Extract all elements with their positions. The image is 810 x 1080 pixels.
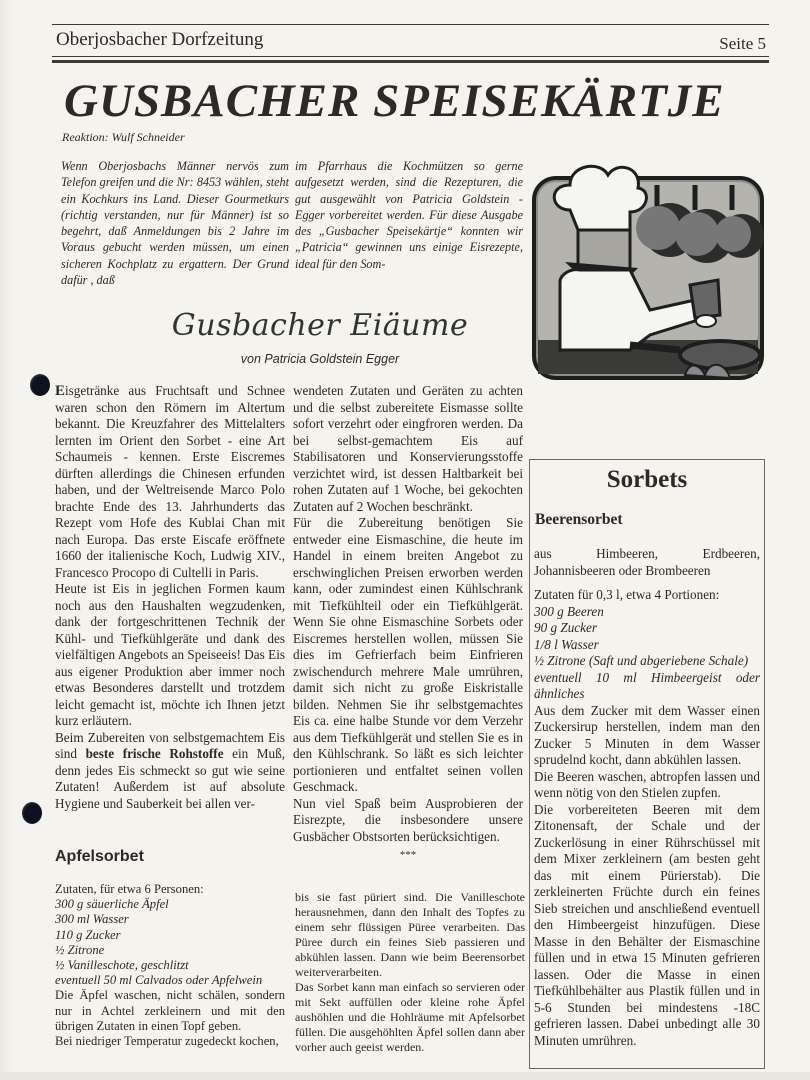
ingredient: 1/8 l Wasser: [534, 636, 599, 652]
sorbets-sidebar-box: [529, 459, 765, 1069]
editor-credit: Reaktion: Wulf Schneider: [62, 130, 185, 144]
apfelsorbet-continued: [295, 890, 525, 1055]
ingredient: 300 g Beeren: [534, 603, 604, 619]
header-rule-thin: [52, 56, 769, 57]
page-number: Seite 5: [719, 34, 766, 53]
article-title: Gusbacher Eiäume: [171, 308, 469, 343]
intro-column-1: Wenn Oberjosbachs Männer nervös zum Telefon greifen und die Nr: 8453 wählen, steht ein Kochkurs ins Land. Dieser Gourmetkurs (richtig verstanden, nur für Männer) ist so begehrt, daß Anmeldungen bis 2 Jahre im Voraus gebucht werden müssen, um einen sicheren Kochplatz zu ergattern. Der Grund dafür , daß: [61, 159, 289, 288]
publication-name: Oberjosbacher Dorfzeitung: [56, 29, 264, 50]
ingredient: eventuell 50 ml Calvados oder Apfelwein: [55, 973, 263, 988]
recipe-step: Aus dem Zucker mit dem Wasser einen Zuckersirup herstellen, indem man den Zucker 5 Minuten in dem Wasser sprudelnd kocht, dann abkühlen lassen.: [534, 702, 760, 767]
ingredients-intro: Zutaten für 0,3 l, etwa 4 Portionen:: [534, 587, 720, 602]
paragraph: Für die Zubereitung benötigen Sie entweder eine Eismaschine, die heute im Handel in einem breiten Angebot zu erschwinglichen Preisen erworben werden kann, oder zumindest einen Kühlschrank mit Tiefkühlteil oder ein Tiefkühlgerät. Wenn Sie ohne Eismaschine Sorbets oder Eiscremes herstellen wollen, müssen Sie dies im Gefrierfach beim Einfrieren zwischendurch mehrere Male umrühren, damit sich nicht zu große Eiskristalle bilden. Nehmen Sie ihr selbstgemachtes Eis ca. eine halbe Stunde vor dem Verzehr aus dem Tiefkühlgerät und stellen Sie es in den Kühlschrank. So läßt es sich leichter portionieren und entfaltet seinen vollen Geschmack.: [293, 515, 523, 794]
paragraph: wendeten Zutaten und Geräten zu achten und die selbst zubereitete Eismasse sollte sofort verzehrt oder eingfroren werden. Da bei selbst-gemachtem Eis auf Stabilisatoren und Konservierungsstoffe verzichtet wird, ist dessen Haltbarkeit bei rohen Zutaten auf 1 Woche, bei gekochten Zutaten auf 2 Wochen beschränkt.: [293, 383, 523, 514]
chef-cooking-illustration: [530, 150, 770, 390]
beerensorbet-heading: Beerensorbet: [535, 511, 623, 528]
emphasis: beste frische Rohstoffe: [85, 746, 224, 761]
ingredients-intro: Zutaten, für etwa 6 Personen:: [55, 882, 204, 896]
sorbets-title: Sorbets: [606, 466, 688, 493]
recipe-step: Das Sorbet kann man einfach so servieren oder mit Sekt auffüllen oder kleine rohe Äpfel aushöhlen und die Hohlräume mit Apfelsorbet füllen. Die ausgehöhlten Äpfel sollen dann aber vorher auch geeist werden.: [295, 980, 525, 1054]
article-column-2: [293, 383, 523, 864]
header-rule-thick: [52, 60, 769, 63]
recipe-step: Die vorbereiteten Beeren mit dem Zitonensaft, der Schale und der Zuckerlösung in einer Rührschüssel mit dem Mixer zerkleinern (am besten geht das mit einem Pürierstab). Die zerkleinerten Früchte durch ein feines Sieb streichen und anschließend eventuell den Himbeergeist hinzufügen. Diese Masse in den Behälter der Eismaschine füllen und in etwa 15 Minuten gefrieren lassen. Oder die Masse in einen Tiefkühlbehälter aus Plastik füllen und in 5-6 Stunden bei mindestens -18C gefrieren lassen. Dabei unbedingt alle 30 Minuten umrühren.: [534, 801, 760, 1048]
recipe-step: Die Äpfel waschen, nicht schälen, sondern nur in Achtel zerkleinern und mit den übrigen Zutaten in einen Topf geben.: [55, 988, 285, 1033]
intro-column-2: im Pfarrhaus die Kochmützen so gerne aufgesetzt werden, sind die Rezepturen, die gut ausgewählt von Patricia Goldstein - Egger vorbereitet werden. Für diese Ausgabe des „Gusbacher Speisekärtje“ konnten wir „Patricia“ gewinnen uns einige Eisrezepte, ideal für den Som-: [295, 159, 523, 271]
ingredient: 110 g Zucker: [55, 927, 121, 942]
page-edge-shadow: [0, 0, 14, 1080]
recipe-step: bis sie fast püriert sind. Die Vanilleschote herausnehmen, dann den Inhalt des Topfes zu einem sehr flüssigen Püree verarbeiten. Das Püree durch ein feines Sieb passieren und abkühlen lassen. Dann wie beim Beerensorbet weiterverarbeiten.: [295, 890, 525, 979]
ingredient: eventuell 10 ml Himbeergeist oder ähnliches: [534, 669, 760, 701]
article-column-1: [55, 383, 285, 812]
page-bottom-edge: [0, 1072, 810, 1080]
apfelsorbet-heading: Apfelsorbet: [55, 848, 144, 865]
page-title: GUSBACHER SPEISEKÄRTJE: [64, 75, 725, 127]
binder-hole: [22, 802, 42, 824]
header-top-rule: [52, 24, 769, 25]
salt-shaker: [690, 280, 720, 318]
ingredient: ½ Zitrone (Saft und abgeriebene Schale): [534, 653, 749, 668]
binder-hole: [30, 374, 50, 396]
beerensorbet-recipe: [534, 546, 760, 1049]
paragraph: Beim Zubereiten von selbstgemachtem Eis sind beste frische Rohstoffe ein Muß, denn jedes Eis schmeckt so gut wie seine Zutaten! Außerdem ist auf absolute Hygiene und Sauberkeit bei allen ver-: [55, 729, 285, 811]
recipe-description: aus Himbeeren, Erdbeeren, Johannisbeeren oder Brombeeren: [534, 546, 760, 578]
ingredient: 300 g säuerliche Äpfel: [55, 897, 169, 912]
section-separator: ***: [399, 849, 417, 861]
recipe-step: Die Beeren waschen, abtropfen lassen und wenn nötig von den Stielen zupfen.: [534, 768, 760, 800]
ingredient: ½ Vanilleschote, geschlitzt: [55, 958, 189, 973]
paragraph: Eisgetränke aus Fruchtsaft und Schnee waren schon den Römern im Altertum bekannt. Die Kreuzfahrer des Mittelalters lernten im Orient den Sorbet - eine Art Schaumeis - kennen. Erste Eiscremes dürften allerdings die Chinesen erfunden haben, und der Weltreisende Marco Polo brachte Ende des 13. Jahrhunderts das Rezept vom Hofe des Kublai Chan mit nach Europa. Das erste Eiscafe eröffnete 1660 der italienische Koch, Ludwig XIV., Francesco Procopo di Cultelli in Paris.: [55, 383, 285, 580]
drop-cap: E: [55, 383, 66, 399]
apfelsorbet-recipe: [55, 882, 285, 1049]
recipe-step: Bei niedriger Temperatur zugedeckt kochen,: [55, 1034, 279, 1049]
article-byline: von Patricia Goldstein Egger: [240, 352, 400, 366]
paragraph: Nun viel Spaß beim Ausprobieren der Eisrezpte, die insbesondere unsere Gusbächer Obstsorten berücksichtigen.: [293, 795, 523, 844]
ingredient: 300 ml Wasser: [55, 912, 129, 927]
ingredient: ½ Zitrone: [55, 942, 105, 957]
ingredient: 90 g Zucker: [534, 620, 597, 635]
paragraph: Heute ist Eis in jeglichen Formen kaum noch aus den Haushalten wegzudenken, dank der fortgeschrittenen Technik der Kühl- und Tiefkühlgeräte und dank des vielfältigen Angebots an Speiseeis! Das Eis aus eigener Produktion aber immer noch etwas Besonderes darstellt und trotzdem leicht gemacht ist, möchte ich Ihnen jetzt kurz erläutern.: [55, 581, 285, 728]
